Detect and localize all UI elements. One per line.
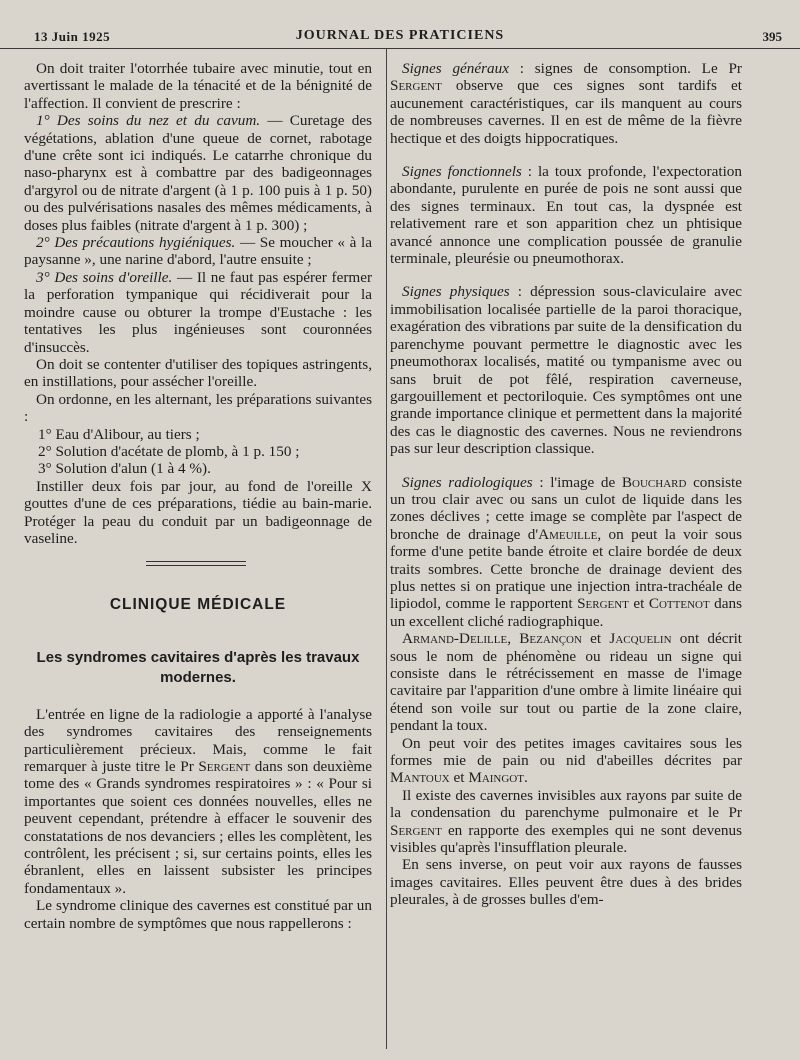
journal-title: JOURNAL DES PRATICIENS: [295, 28, 505, 43]
list-item: 2° Solution d'acétate de plomb, à 1 p. 150 ;: [38, 442, 300, 460]
paragraph-ordonne: On ordonne, en les alternant, les préparations suivantes :: [24, 390, 372, 426]
label-signes-physiques: Signes physiques: [402, 283, 510, 301]
paragraph-signes-generaux: [390, 60, 742, 147]
text-precautions: — Se moucher « à la paysanne », une narine d'abord, l'autre ensuite ;: [24, 234, 372, 269]
author-cottenot: Cottenot: [648, 595, 710, 613]
page-header: [0, 0, 800, 49]
author-armand-delille: Armand-Delille, Bezançon: [402, 630, 582, 648]
list-item: 1° Eau d'Alibour, au tiers ;: [38, 425, 200, 443]
text-radio-c: , on peut la voir sous forme d'une petite bande étroite et claire bordée de deux traits sombres. Cette bronche de drainage devient des plus nettes si on pratique une injection intra-trachéale de lipiodol, comme le rapportent: [390, 525, 742, 613]
author-mantoux: Mantoux: [390, 769, 450, 787]
text-invisibles-a: Il existe des cavernes invisibles aux rayons par suite de la condensation du parenchyme pulmonaire et le Pr: [390, 786, 742, 822]
preparation-list: [24, 426, 372, 478]
text-invisibles-b: en rapporte des exemples qui ne sont devenus visibles qu'après l'insufflation pleurale.: [390, 821, 742, 857]
paragraph-signes-radiologiques: [390, 474, 742, 631]
paragraph-armand-delille: [390, 630, 742, 734]
paragraph-otorrhee: On doit traiter l'otorrhée tubaire avec minutie, tout en avertissant le malade de la ténacité et de la bénignité de l'affection. Il convient de prescrire :: [24, 60, 372, 112]
paragraph-entree: [24, 706, 372, 897]
text-soins-oreille: — Il ne faut pas espérer fermer la perforation tympanique qui récidiverait pour la moindre cause ou obturer la trompe d'Eustache : les tentatives les plus ingénieuses sont couronnées d'insuccès.: [24, 268, 373, 356]
issue-date: 13 Juin 1925: [34, 29, 111, 44]
author-ameuille: Ameuille: [538, 525, 598, 543]
paragraph-instiller: Instiller deux fois par jour, au fond de l'oreille X gouttes d'une de ces préparations, tiédie au bain-marie. Protéger la peau du conduit par un badigeonnage de vaseline.: [24, 477, 372, 547]
label-soins-oreille: 3° Des soins d'oreille.: [36, 268, 173, 286]
text-radio-e: dans un excellent cliché radiographique.: [390, 595, 743, 630]
text-petites-a: On peut voir des petites images cavitaires sous les formes mie de pain ou nid d'abeilles décrites par: [390, 734, 742, 770]
label-precautions: 2° Des précautions hygiéniques.: [36, 234, 236, 252]
text-radio-d: et: [628, 595, 649, 613]
text-petites-et: et: [449, 769, 469, 787]
paragraph-topiques: On doit se contenter d'utiliser des topiques astringents, en instillations, pour assécher l'oreille.: [24, 355, 372, 391]
paragraph-signes-physiques: [390, 283, 742, 457]
paragraph-soins-nez: [24, 112, 372, 234]
paragraph-precautions: [24, 234, 372, 269]
right-column: [390, 60, 742, 909]
author-sergent: Sergent: [198, 758, 251, 775]
label-soins-nez: 1° Des soins du nez et du cavum.: [36, 112, 261, 130]
author-jacquelin: Jacquelin: [609, 630, 672, 648]
author-maingot: Maingot: [468, 769, 524, 787]
section-separator: [146, 561, 246, 566]
left-column: [24, 60, 372, 932]
paragraph-syndrome: Le syndrome clinique des cavernes est constitué par un certain nombre de symptômes que nous rappellerons :: [24, 897, 372, 932]
text-entree-a: L'entrée en ligne de la radiologie a apporté à l'analyse des syndromes cavitaires des renseignements particulièrement précieux. Mais, comme le fait remarquer à juste titre le Pr: [24, 705, 372, 775]
text-petites-b: .: [523, 769, 528, 787]
text-armand: ont décrit sous le nom de phénomène ou rideau un signe qui consiste dans le rétrécissement en masse de l'image cavitaire par l'apparition d'une ombre à limite linéaire qui étend son voile sur tout ou partie de la zone claire, pendant la toux.: [390, 630, 743, 735]
label-signes-generaux: Signes généraux: [402, 60, 509, 77]
paragraph-sens-inverse: En sens inverse, on peut voir aux rayons de fausses images cavitaires. Elles peuvent être dues à des brides pleurales, à de grosses bulles d'em-: [390, 856, 742, 909]
column-divider: [386, 49, 387, 1049]
author-sergent: Sergent: [390, 821, 442, 839]
page-number: 395: [762, 29, 782, 44]
text-physiques: : dépression sous-claviculaire avec immobilisation localisée partielle de la paroi thoracique, exagération des vibrations par suite de la densification du parenchyme pouvant permettre le diagnostic avec les pneumothorax localisés, matité ou tympanisme avec ou sans bruit de pot fêlé, respiration caverneuse, gargouillement et pectoriloquie. Ces symptômes ont une grande importance clinique et permettent dans la majorité des cas le diagnostic des cavernes. Nous ne reviendrons pas sur leur description classique.: [390, 283, 742, 458]
text-generaux-a: : signes de consomption. Le Pr: [508, 60, 742, 77]
label-signes-fonctionnels: Signes fonctionnels: [402, 163, 522, 181]
text-soins-nez: — Curetage des végétations, ablation d'une queue de cornet, rabotage d'une crête sont ici indiqués. Le catarrhe chronique du naso-pharynx est à combattre par des badigeonnages d'argyrol ou de nitrate d'argent (à 1 p. 100 puis à 1 p. 50) ou des pulvérisations nasales des mêmes médicaments, à doses plus faibles (nitrate d'argent à 1 p. 300) ;: [24, 112, 373, 234]
text-generaux-b: observe que ces signes sont tardifs et aucunement caractéristiques, car ils manquent au cours de nombreuses cavernes. Il en est de même de la fièvre hectique et des doigts hippocratiques.: [390, 77, 742, 147]
text-fonctionnels: : la toux profonde, l'expectoration abondante, purulente en purée de pois ne sont aussi que des signes terminaux. En tout cas, la dyspnée est relativement rare et son apparition chez un phtisique avancé annonce une complication poussée de granulie terminale, pleurésie ou pneumothorax.: [390, 163, 742, 268]
text-radio-b: consiste un trou clair avec ou sans un culot de liquide dans les zones déclives ; cette image se complète par l'aspect de bronche de drainage d': [390, 473, 742, 543]
text-armand-et: et: [581, 630, 610, 648]
list-item: 3° Solution d'alun (1 à 4 %).: [38, 460, 211, 478]
section-title: CLINIQUE MÉDICALE: [109, 596, 287, 614]
article-title: Les syndromes cavitaires d'après les travaux modernes.: [36, 648, 360, 686]
author-sergent: Sergent: [577, 595, 629, 613]
text-radio-a: : l'image de: [532, 473, 622, 491]
paragraph-cavernes-invisibles: [390, 787, 742, 857]
author-sergent: Sergent: [390, 77, 442, 95]
label-signes-radiologiques: Signes radiologiques: [402, 473, 533, 491]
paragraph-petites-images: [390, 735, 742, 787]
author-bouchard: Bouchard: [621, 473, 687, 491]
paragraph-soins-oreille: [24, 269, 372, 356]
paragraph-signes-fonctionnels: [390, 163, 742, 267]
text-entree-b: dans son deuxième tome des « Grands syndromes respiratoires » : « Pour si importantes que soient ces données nouvelles, elles ne peuvent cependant, prétendre à effacer le souvenir des constatations de nos devanciers ; elles les complètent, les contrôlent, les précisent ; si, sur certains points, elles les ébranlent, elles en laissent subsister les principes fondamentaux ».: [24, 758, 372, 897]
